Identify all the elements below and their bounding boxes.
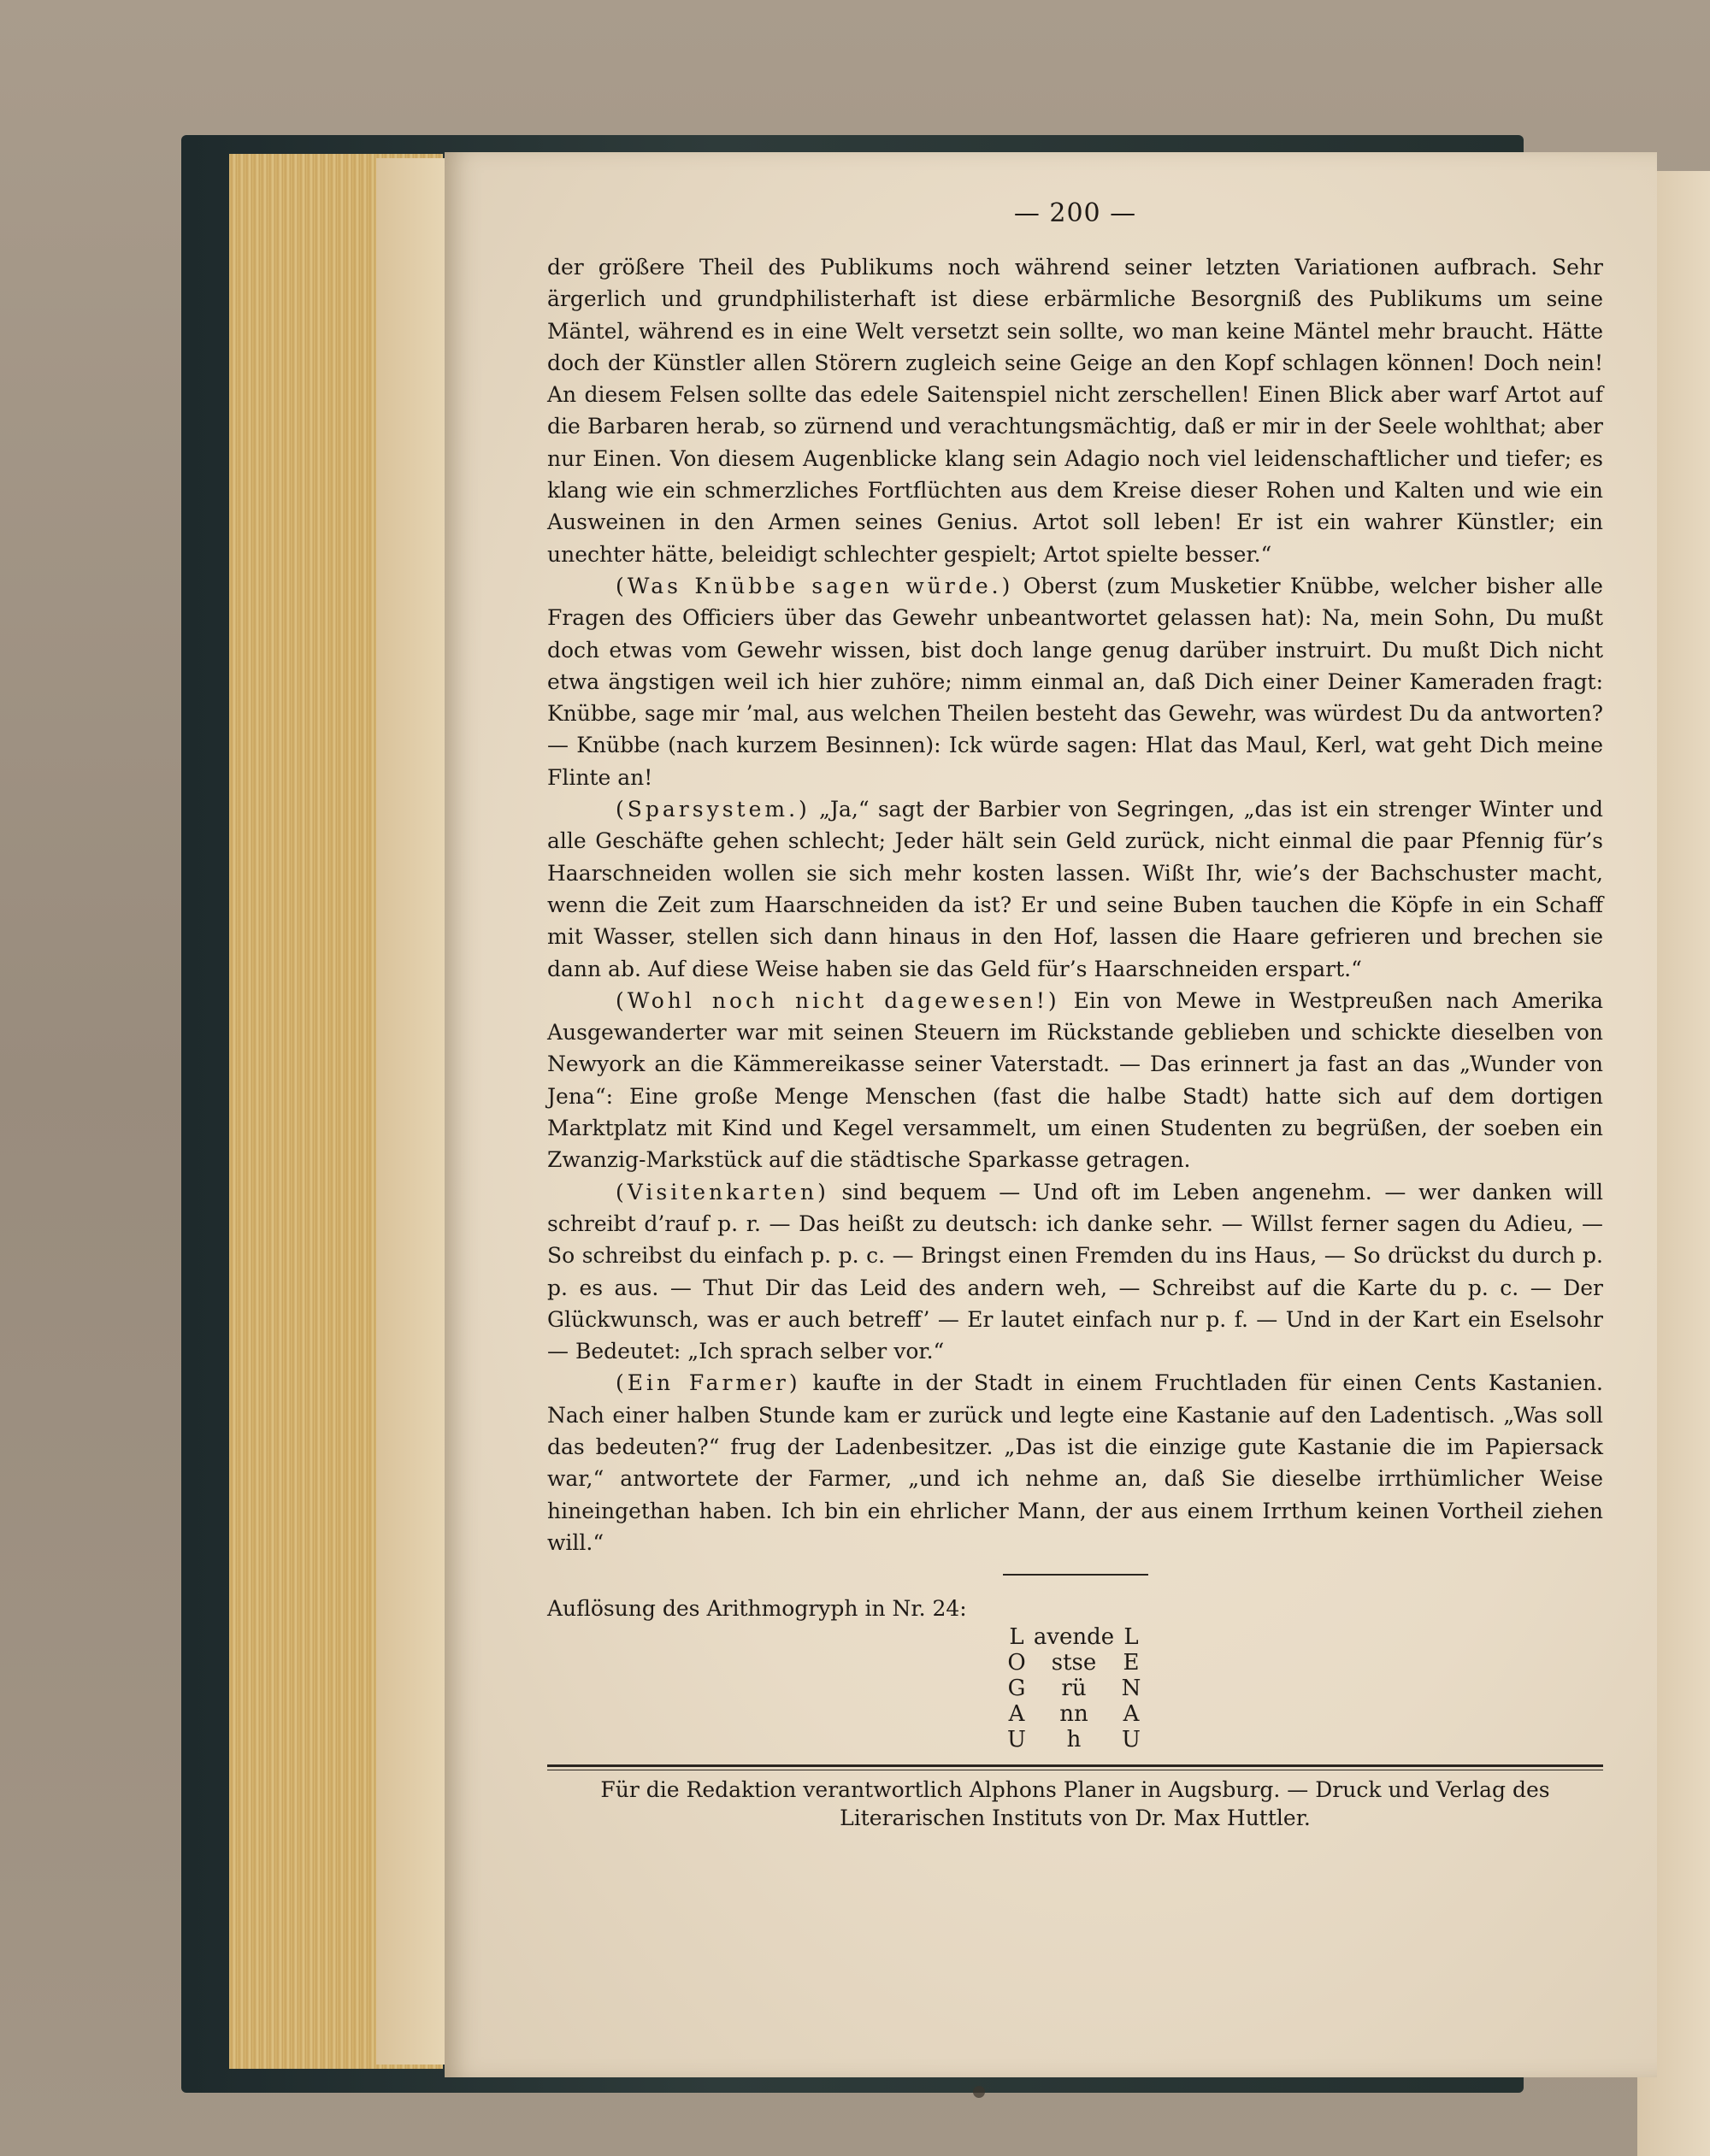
section-divider [1003,1574,1148,1576]
anecdote-heading: (Ein Farmer) [616,1370,801,1396]
puzzle-left-letter: O [1007,1650,1026,1676]
footer-rule [547,1764,1603,1767]
anecdote-heading: (Sparsystem.) [616,797,811,822]
puzzle-solution [1002,1624,1146,1752]
ink-spot [973,2086,985,2098]
puzzle-left-letter: A [1008,1701,1025,1728]
puzzle-left-letter: L [1009,1624,1024,1651]
puzzle-row [1002,1650,1146,1676]
puzzle-middle: nn [1059,1701,1088,1728]
puzzle-right-letter: E [1123,1650,1140,1676]
anecdote-text: Oberst (zum Musketier Knübbe, welcher bisher alle Fragen des Officiers über das Gewehr unbeantwortet gelassen hat): Na, mein Sohn, Du mußt doch etwas vom Gewehr wissen, bist doch lange genug darüber instruirt. Du mußt Dich nicht etwa ängstigen weil ich hier zuhöre; nimm einmal an, daß Dich einer Deiner Kameraden fragt: Knübbe, sage mir ’mal, aus welchen Theilen besteht das Gewehr, was würdest Du da antworten? — Knübbe (nach kurzem Besinnen): Ick würde sagen: Hlat das Maul, Kerl, wat geht Dich meine Flinte an! [547,573,1603,790]
puzzle-row [1002,1624,1146,1650]
puzzle-middle: stse [1051,1650,1097,1676]
paragraph-continuation [547,251,1603,570]
anecdote-dagewesen [547,985,1603,1176]
puzzle-middle: avende [1033,1624,1115,1651]
puzzle-row [1002,1727,1146,1752]
anecdote-knuebbe [547,570,1603,793]
puzzle-middle: h [1066,1727,1082,1753]
puzzle-right-letter: L [1123,1624,1139,1651]
puzzle-left-letter: G [1007,1676,1026,1702]
anecdote-text: „Ja,“ sagt der Barbier von Segringen, „das ist ein strenger Winter und alle Geschäfte gehen schlecht; Jeder hält sein Geld zurück, nicht einmal die paar Pfennig für’s Haarschneiden wollen sie sich mehr kosten lassen. Wißt Ihr, wie’s der Bachschuster macht, wenn die Zeit zum Haarschneiden da ist? Er und seine Buben tauchen die Köpfe in ein Schaff mit Wasser, stellen sich dann hinaus in den Hof, lassen die Haare gefrieren und brechen sie dann ab. Auf diese Weise haben sie das Geld für’s Haarschneiden erspart.“ [547,797,1603,981]
anecdote-farmer [547,1367,1603,1558]
anecdote-text: sind bequem — Und oft im Leben angenehm. — wer danken will schreibt d’rauf p. r. — Das heißt zu deutsch: ich danke sehr. — Willst ferner sagen du Adieu, — So schreibst du einfach p. p. c. — Bringst einen Fremden du ins Haus, — So drückst du durch p. p. es aus. — Thut Dir das Leid des andern weh, — Schreibst auf die Karte du p. c. — Der Glückwunsch, was er auch betreff’ — Er lautet einfach nur p. f. — Und in der Kart ein Eselsohr — Bedeutet: „Ich sprach selber vor.“ [547,1179,1603,1364]
anecdote-heading: (Was Knübbe sagen würde.) [616,573,1014,598]
puzzle-middle: rü [1061,1676,1087,1702]
imprint-line: Literarischen Instituts von Dr. Max Huttler. [840,1806,1311,1831]
book-page [445,152,1657,2077]
anecdote-heading: (Wohl noch nicht dagewesen!) [616,987,1060,1013]
page-gutter [376,158,445,2065]
imprint-line: Für die Redaktion verantwortlich Alphons Planer in Augsburg. — Druck und Verlag des [600,1777,1550,1803]
imprint [547,1776,1603,1832]
paragraph-text: der größere Theil des Publikums noch während seiner letzten Variationen aufbrach. Sehr ärgerlich und grundphilisterhaft ist diese erbärmliche Besorgniß des Publikums um seine Mäntel, während es in eine Welt versetzt sein sollte, wo man keine Mäntel mehr braucht. Hätte doch der Künstler allen Störern zugleich seine Geige an den Kopf schlagen können! Doch nein! An diesem Felsen sollte das edele Saitenspiel nicht zerschellen! Einen Blick aber warf Artot auf die Barbaren herab, so zürnend und verachtungsmächtig, daß er mir in der Seele wohlthat; aber nur Einen. Von diesem Augenblicke klang sein Adagio noch viel leidenschaftlicher und tiefer; es klang wie ein schmerzliches Fortflüchten aus dem Kreise dieser Rohen und Kalten und wie ein Ausweinen in den Armen seines Genius. Artot soll leben! Er ist ein wahrer Künstler; ein unechter hätte, beleidigt schlechter gespielt; Artot spielte besser.“ [547,255,1603,567]
puzzle-row [1002,1676,1146,1701]
anecdote-visitenkarten [547,1176,1603,1368]
puzzle-heading: Auflösung des Arithmogryph in Nr. 24: [547,1596,967,1622]
puzzle-right-letter: U [1122,1727,1141,1753]
page-text [547,197,1603,1832]
anecdote-heading: (Visitenkarten) [616,1179,829,1205]
puzzle-right-letter: N [1121,1676,1141,1702]
puzzle-left-letter: U [1007,1727,1026,1753]
puzzle-row [1002,1701,1146,1727]
anecdote-text: Ein von Mewe in Westpreußen nach Amerika Ausgewanderter war mit seinen Steuern im Rückstande geblieben und schickte dieselben von Newyork an die Kämmereikasse seiner Vaterstadt. — Das erinnert ja fast an das „Wunder von Jena“: Eine große Menge Menschen (fast die halbe Stadt) hatte sich auf dem dortigen Marktplatz mit Kind und Kegel versammelt, um einen Studenten zu begrüßen, der soeben ein Zwanzig-Markstück auf die städtische Sparkasse getragen. [547,987,1603,1173]
page-number: — 200 — [1013,198,1137,228]
puzzle-right-letter: A [1123,1701,1140,1728]
anecdote-text: kaufte in der Stadt in einem Fruchtladen für einen Cents Kastanien. Nach einer halben Stunde kam er zurück und legte eine Kastanie auf den Ladentisch. „Was soll das bedeuten?“ frug der Ladenbesitzer. „Das ist die einzige gute Kastanie die im Papiersack war,“ antwortete der Farmer, „und ich nehme an, daß Sie dieselbe irrthümlicher Weise hineingethan haben. Ich bin ein ehrlicher Mann, der aus einem Irrthum keinen Vortheil ziehen will.“ [547,1370,1603,1555]
anecdote-sparsystem [547,793,1603,985]
